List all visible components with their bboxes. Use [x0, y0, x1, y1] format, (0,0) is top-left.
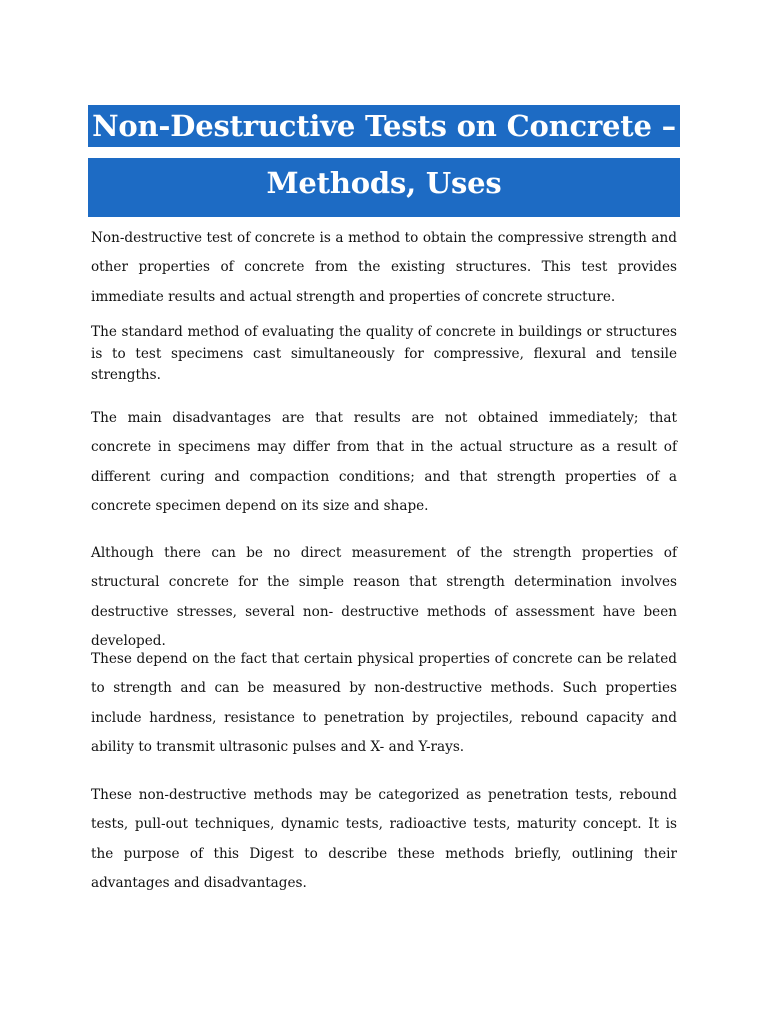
paragraph-standard-method: The standard method of evaluating the quality of concrete in buildings or structures is to test specimens cast simultaneously for compressive, flexural and tensile strengths. — [91, 324, 677, 383]
paragraph-physical-properties: These depend on the fact that certain physical properties of concrete can be related to strength and can be measured by non-destructive methods. Such properties include hardness, resistance to penetration by projectiles, rebound capacity and ability to transmit ultrasonic pulses and X- and Y-rays. — [91, 651, 677, 756]
title-gap — [88, 147, 680, 158]
paragraph-no-direct-measurement: Although there can be no direct measurement of the strength properties of structural concrete for the simple reason that strength determination involves destructive stresses, several non- destructive methods of assessment have been developed. — [91, 545, 677, 650]
page-title-line-2: Methods, Uses — [88, 158, 680, 217]
paragraph-disadvantages: The main disadvantages are that results are not obtained immediately; that concrete in specimens may differ from that in the actual structure as a result of different curing and compaction conditions; and that strength properties of a concrete specimen depend on its size and shape. — [91, 410, 677, 515]
paragraph-categories: These non-destructive methods may be categorized as penetration tests, rebound tests, pull-out techniques, dynamic tests, radioactive tests, maturity concept. It is the purpose of this Digest to describe these methods briefly, outlining their advantages and disadvantages. — [91, 787, 677, 892]
page-title-line-1: Non-Destructive Tests on Concrete – — [88, 105, 680, 147]
title-banner — [88, 105, 680, 217]
paragraph-intro: Non-destructive test of concrete is a method to obtain the compressive strength and other properties of concrete from the existing structures. This test provides immediate results and actual strength and properties of concrete structure. — [91, 230, 677, 305]
